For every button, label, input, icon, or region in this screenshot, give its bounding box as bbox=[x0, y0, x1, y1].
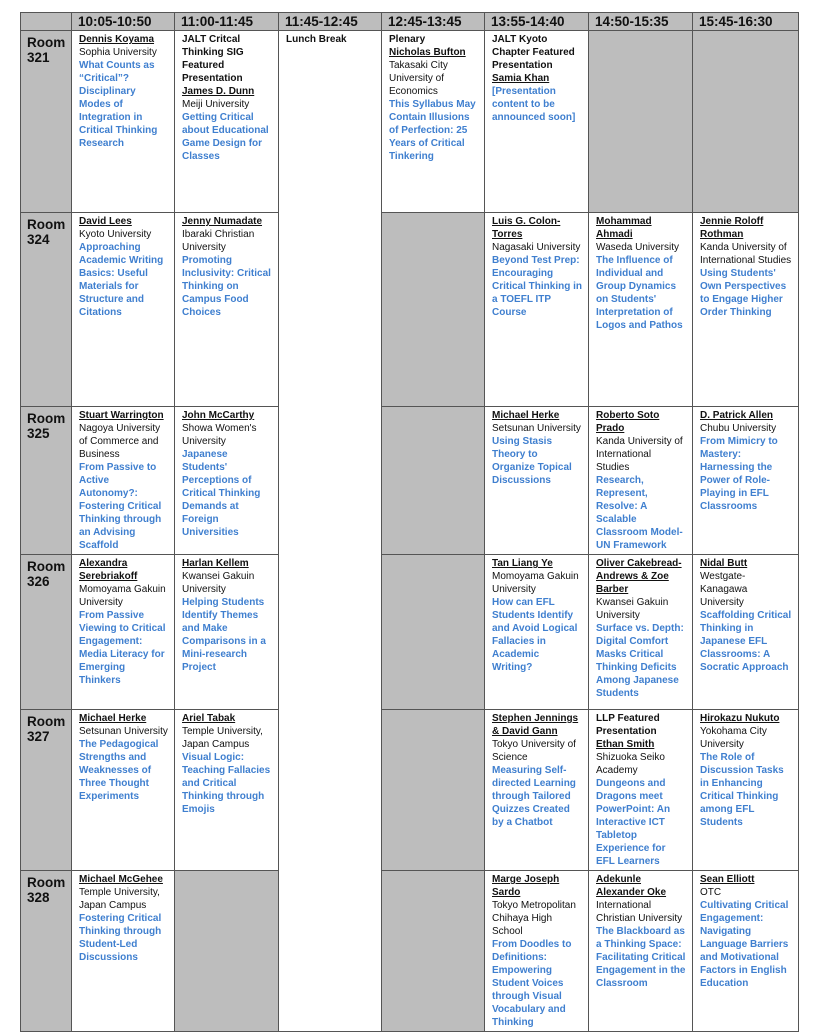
presenter-name: Michael Herke bbox=[492, 410, 560, 421]
presenter-name: Sean Elliott bbox=[700, 874, 755, 885]
session-label: Plenary bbox=[389, 34, 426, 45]
session-cell bbox=[589, 710, 693, 871]
session-cell bbox=[589, 555, 693, 710]
session-title: Approaching Academic Writing Basics: Useful Materials for Structure and Citations bbox=[79, 242, 164, 318]
room-label: Room 328 bbox=[21, 871, 72, 1032]
presenter-name: Nidal Butt bbox=[700, 558, 748, 569]
session-cell bbox=[589, 213, 693, 407]
time-slot-header: 12:45-13:45 bbox=[382, 13, 485, 31]
presenter-affiliation: Chubu University bbox=[700, 423, 777, 434]
session-cell bbox=[693, 710, 799, 871]
room-row bbox=[21, 407, 799, 555]
presenter-name: Stephen Jennings & David Gann bbox=[492, 713, 579, 737]
presenter-affiliation: Nagoya University of Commerce and Business bbox=[79, 423, 161, 460]
presenter-affiliation: Momoyama Gakuin University bbox=[79, 584, 166, 608]
schedule-table bbox=[20, 12, 799, 1032]
session-cell bbox=[693, 555, 799, 710]
presenter-name: Stuart Warrington bbox=[79, 410, 164, 421]
presenter-name: Marge Joseph Sardo bbox=[492, 874, 560, 898]
presenter-name: Samia Khan bbox=[492, 73, 550, 84]
session-title: What Counts as “Critical”? Disciplinary Modes of Integration in Critical Thinking Research bbox=[79, 60, 158, 149]
session-title: This Syllabus May Contain Illusions of Perfection: 25 Years of Critical Tinkering bbox=[389, 99, 476, 162]
session-cell bbox=[72, 213, 175, 407]
presenter-affiliation: Westgate-Kanagawa University bbox=[700, 571, 748, 608]
session-title: How can EFL Students Identify and Avoid Logical Fallacies in Academic Writing? bbox=[492, 597, 578, 673]
presenter-name: James D. Dunn bbox=[182, 86, 255, 97]
presenter-affiliation: Tokyo University of Science bbox=[492, 739, 576, 763]
presenter-name: Adekunle Alexander Oke bbox=[596, 874, 667, 898]
presenter-affiliation: Kyoto University bbox=[79, 229, 152, 240]
presenter-affiliation: Ibaraki Christian University bbox=[182, 229, 255, 253]
session-label: LLP Featured Presentation bbox=[596, 713, 660, 737]
session-title: The Pedagogical Strengths and Weaknesses of Three Thought Experiments bbox=[79, 739, 159, 802]
time-slot-header: 11:00-11:45 bbox=[175, 13, 279, 31]
session-cell bbox=[175, 31, 279, 213]
presenter-affiliation: Setsunan University bbox=[492, 423, 581, 434]
session-title: Beyond Test Prep: Encouraging Critical Thinking in a TOEFL ITP Course bbox=[492, 255, 583, 318]
time-slot-header: 13:55-14:40 bbox=[485, 13, 589, 31]
presenter-affiliation: Momoyama Gakuin University bbox=[492, 571, 579, 595]
session-cell bbox=[693, 871, 799, 1032]
session-title: [Presentation content to be announced soon] bbox=[492, 86, 576, 123]
room-row bbox=[21, 31, 799, 213]
presenter-name: Mohammad Ahmadi bbox=[596, 216, 652, 240]
room-label: Room 324 bbox=[21, 213, 72, 407]
presenter-name: John McCarthy bbox=[182, 410, 255, 421]
presenter-affiliation: Meiji University bbox=[182, 99, 250, 110]
presenter-affiliation: Tokyo Metropolitan Chihaya High School bbox=[492, 900, 576, 937]
session-cell bbox=[693, 407, 799, 555]
session-label: JALT Kyoto Chapter Featured Presentation bbox=[492, 34, 575, 71]
presenter-name: Harlan Kellem bbox=[182, 558, 249, 569]
room-row bbox=[21, 555, 799, 710]
empty-slot bbox=[382, 555, 485, 710]
session-cell bbox=[589, 871, 693, 1032]
presenter-affiliation: Showa Women's University bbox=[182, 423, 257, 447]
session-title: Getting Critical about Educational Game Design for Classes bbox=[182, 112, 269, 162]
presenter-name: Michael McGehee bbox=[79, 874, 163, 885]
presenter-name: Oliver Cakebread-Andrews & Zoe Barber bbox=[596, 558, 682, 595]
session-cell bbox=[175, 407, 279, 555]
session-title: Dungeons and Dragons meet PowerPoint: An Interactive ICT Tabletop Experience for EFL Learners bbox=[596, 778, 671, 867]
session-cell bbox=[485, 213, 589, 407]
empty-slot bbox=[589, 31, 693, 213]
session-cell bbox=[72, 407, 175, 555]
presenter-affiliation: Waseda University bbox=[596, 242, 679, 253]
room-row bbox=[21, 871, 799, 1032]
session-cell bbox=[72, 871, 175, 1032]
session-title: Fostering Critical Thinking through Student-Led Discussions bbox=[79, 913, 162, 963]
room-label: Room 327 bbox=[21, 710, 72, 871]
session-title: Measuring Self-directed Learning through Tailored Quizzes Created by a Chatbot bbox=[492, 765, 576, 828]
presenter-affiliation: Temple University, Japan Campus bbox=[182, 726, 263, 750]
session-title: The Role of Discussion Tasks in Enhancing Critical Thinking among EFL Students bbox=[700, 752, 784, 828]
session-cell bbox=[485, 555, 589, 710]
presenter-affiliation: International Christian University bbox=[596, 900, 683, 924]
session-label: JALT Critcal Thinking SIG Featured Presentation bbox=[182, 34, 244, 84]
presenter-affiliation: Kwansei Gakuin University bbox=[182, 571, 255, 595]
session-cell bbox=[175, 555, 279, 710]
presenter-name: Dennis Koyama bbox=[79, 34, 155, 45]
presenter-affiliation: Yokohama City University bbox=[700, 726, 767, 750]
session-cell bbox=[72, 31, 175, 213]
session-cell bbox=[175, 710, 279, 871]
room-label: Room 326 bbox=[21, 555, 72, 710]
room-row bbox=[21, 710, 799, 871]
session-title: Using Students' Own Perspectives to Engage Higher Order Thinking bbox=[700, 268, 787, 318]
presenter-affiliation: Kanda University of International Studies bbox=[700, 242, 792, 266]
presenter-affiliation: Setsunan University bbox=[79, 726, 168, 737]
session-cell bbox=[175, 213, 279, 407]
session-title: From Mimicry to Mastery: Harnessing the Power of Role-Playing in EFL Classrooms bbox=[700, 436, 778, 512]
session-title: Cultivating Critical Engagement: Navigating Language Barriers and Motivational Factors in English Education bbox=[700, 900, 789, 989]
session-title: Research, Represent, Resolve: A Scalable Classroom Model-UN Framework bbox=[596, 475, 683, 551]
session-cell bbox=[485, 31, 589, 213]
empty-slot bbox=[175, 871, 279, 1032]
session-title: From Passive to Active Autonomy?: Fostering Critical Thinking through an Advising Scaffold bbox=[79, 462, 162, 551]
time-slot-header: 10:05-10:50 bbox=[72, 13, 175, 31]
presenter-name: D. Patrick Allen bbox=[700, 410, 773, 421]
time-slot-header: 14:50-15:35 bbox=[589, 13, 693, 31]
session-title: From Passive Viewing to Critical Engagement: Media Literacy for Emerging Thinkers bbox=[79, 610, 166, 686]
presenter-name: Luis G. Colon-Torres bbox=[492, 216, 561, 240]
session-title: Visual Logic: Teaching Fallacies and Critical Thinking through Emojis bbox=[182, 752, 271, 815]
session-cell bbox=[485, 407, 589, 555]
session-cell bbox=[589, 407, 693, 555]
session-cell bbox=[72, 555, 175, 710]
session-cell bbox=[72, 710, 175, 871]
session-title: Scaffolding Critical Thinking in Japanese EFL Classrooms: A Socratic Approach bbox=[700, 610, 792, 673]
presenter-name: David Lees bbox=[79, 216, 132, 227]
session-title: Surface vs. Depth: Digital Comfort Masks Critical Thinking Deficits Among Japanese Students bbox=[596, 623, 684, 699]
presenter-name: Jenny Numadate bbox=[182, 216, 263, 227]
presenter-name: Alexandra Serebriakoff bbox=[79, 558, 138, 582]
room-label: Room 325 bbox=[21, 407, 72, 555]
presenter-affiliation: Shizuoka Seiko Academy bbox=[596, 752, 665, 776]
lunch-break-cell: Lunch Break bbox=[279, 31, 382, 1032]
session-cell bbox=[693, 213, 799, 407]
empty-slot bbox=[382, 710, 485, 871]
presenter-name: Tan Liang Ye bbox=[492, 558, 553, 569]
session-title: The Influence of Individual and Group Dynamics on Students' Interpretation of Logos and Pathos bbox=[596, 255, 683, 331]
session-title: Helping Students Identify Themes and Make Comparisons in a Mini-research Project bbox=[182, 597, 266, 673]
presenter-name: Roberto Soto Prado bbox=[596, 410, 660, 434]
session-cell bbox=[382, 31, 485, 213]
schedule-body bbox=[21, 31, 799, 1032]
presenter-name: Nicholas Bufton bbox=[389, 47, 466, 58]
presenter-name: Jennie Roloff Rothman bbox=[700, 216, 764, 240]
presenter-affiliation: Nagasaki University bbox=[492, 242, 581, 253]
presenter-affiliation: Kanda University of International Studies bbox=[596, 436, 683, 473]
room-row bbox=[21, 213, 799, 407]
empty-slot bbox=[382, 407, 485, 555]
presenter-affiliation: Takasaki City University of Economics bbox=[389, 60, 448, 97]
presenter-affiliation: OTC bbox=[700, 887, 722, 898]
presenter-name: Ethan Smith bbox=[596, 739, 655, 750]
presenter-affiliation: Temple University, Japan Campus bbox=[79, 887, 160, 911]
session-title: From Doodles to Definitions: Empowering Student Voices through Visual Vocabulary and Thinking bbox=[492, 939, 572, 1028]
session-title: The Blackboard as a Thinking Space: Facilitating Critical Engagement in the Classroom bbox=[596, 926, 686, 989]
empty-slot bbox=[693, 31, 799, 213]
corner-cell bbox=[21, 13, 72, 31]
presenter-affiliation: Kwansei Gakuin University bbox=[596, 597, 669, 621]
session-title: Japanese Students' Perceptions of Critical Thinking Demands at Foreign Universities bbox=[182, 449, 261, 538]
empty-slot bbox=[382, 871, 485, 1032]
room-label: Room 321 bbox=[21, 31, 72, 213]
session-title: Promoting Inclusivity: Critical Thinking on Campus Food Choices bbox=[182, 255, 271, 318]
header-row bbox=[21, 13, 799, 31]
time-slot-header: 15:45-16:30 bbox=[693, 13, 799, 31]
session-cell bbox=[485, 710, 589, 871]
presenter-name: Ariel Tabak bbox=[182, 713, 236, 724]
presenter-name: Hirokazu Nukuto bbox=[700, 713, 780, 724]
presenter-name: Michael Herke bbox=[79, 713, 147, 724]
empty-slot bbox=[382, 213, 485, 407]
presenter-affiliation: Sophia University bbox=[79, 47, 157, 58]
session-title: Using Stasis Theory to Organize Topical Discussions bbox=[492, 436, 572, 486]
session-cell bbox=[485, 871, 589, 1032]
time-slot-header: 11:45-12:45 bbox=[279, 13, 382, 31]
